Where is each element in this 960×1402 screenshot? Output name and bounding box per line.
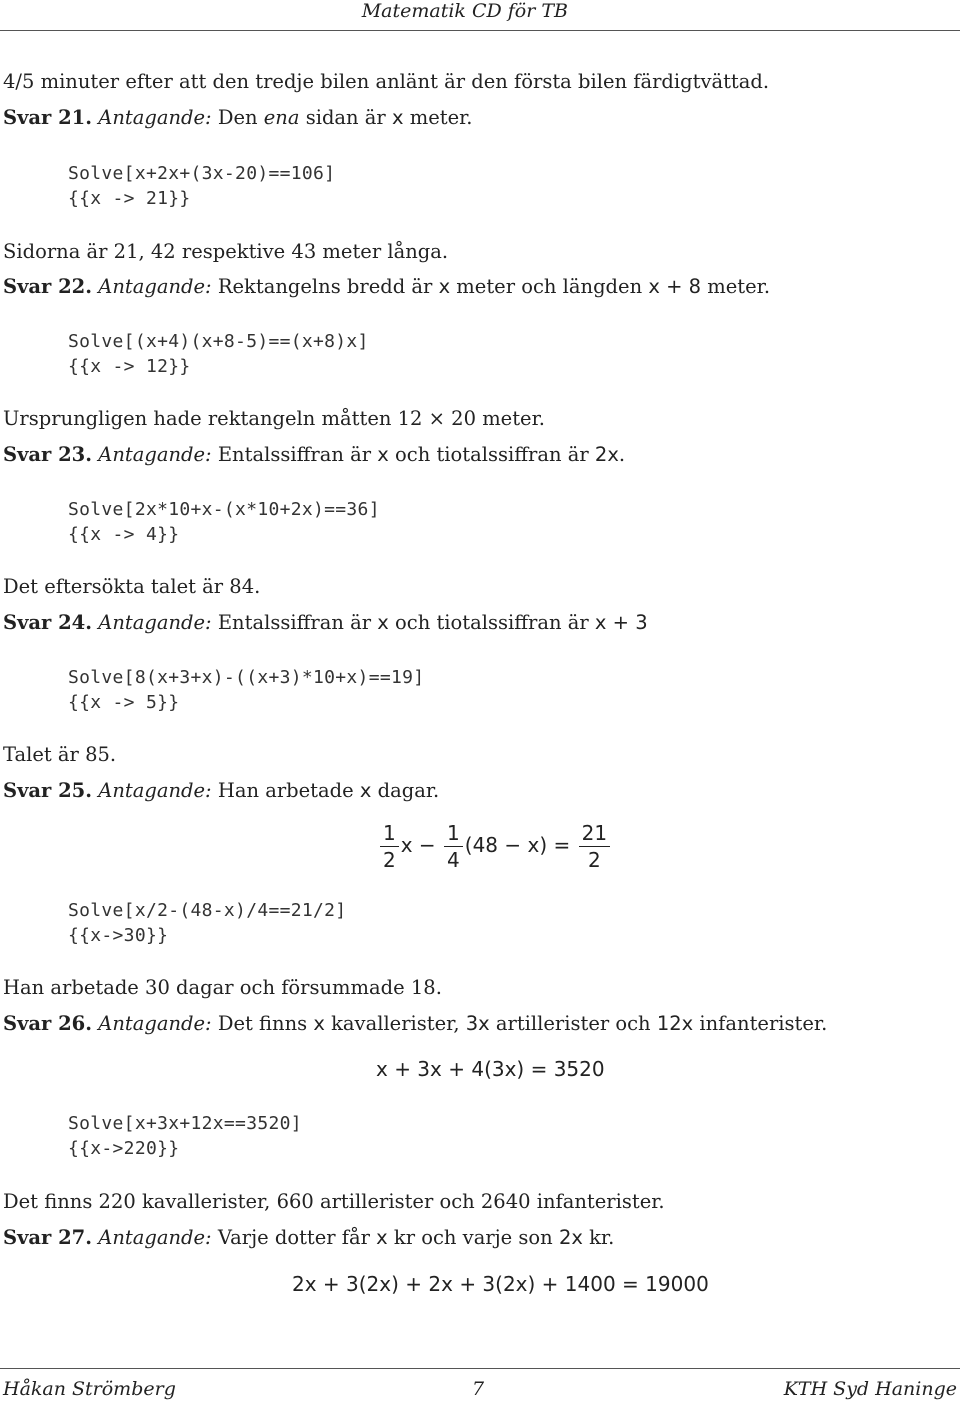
code-line: Solve[2x*10+x-(x*10+2x)==36]	[68, 499, 380, 520]
assumption-label: Antagande:	[98, 1012, 212, 1035]
text: meter.	[403, 106, 473, 129]
variable: x	[391, 106, 404, 129]
answer-22-label: Svar 22.	[3, 275, 93, 298]
variable: x	[313, 1012, 325, 1035]
term: (48 − x) =	[464, 833, 577, 857]
numerator: 1	[380, 820, 399, 847]
numerator: 1	[444, 820, 463, 847]
answer-25-result: Han arbetade 30 dagar och försummade 18.	[3, 976, 442, 999]
answer-26-result: Det finns 220 kavallerister, 660 artillerister och 2640 infanterister.	[3, 1190, 665, 1213]
answer-21-label: Svar 21.	[3, 106, 93, 129]
variable: x	[438, 275, 451, 298]
code-output: {{x -> 5}}	[68, 692, 180, 713]
code-line: Solve[x+3x+12x==3520]	[68, 1113, 302, 1134]
assumption-label: Antagande:	[98, 1226, 212, 1249]
text: Rektangelns bredd är	[211, 275, 439, 298]
text: meter.	[701, 275, 771, 298]
text: Entalssiffran är	[211, 443, 378, 466]
footer-rule	[0, 1368, 960, 1369]
expression: 2x	[558, 1226, 583, 1249]
answer-25-heading	[3, 779, 439, 802]
answer-21-heading	[3, 106, 473, 129]
text: Han arbetade	[211, 779, 360, 802]
footer-institution: KTH Syd Haninge	[783, 1378, 957, 1400]
assumption-label: Antagande:	[98, 779, 212, 802]
code-output: {{x -> 21}}	[68, 188, 191, 209]
intro-line: 4/5 minuter efter att den tredje bilen anlänt är den första bilen färdigtvättad.	[3, 70, 770, 93]
assumption-label: Antagande:	[98, 275, 212, 298]
denominator: 2	[383, 848, 396, 872]
text: och tiotalssiffran är	[388, 611, 595, 634]
text: meter och längden	[450, 275, 649, 298]
expression: x + 8	[648, 275, 702, 298]
answer-24-result: Talet är 85.	[3, 743, 117, 766]
answer-23-label: Svar 23.	[3, 443, 93, 466]
term: x −	[400, 833, 443, 857]
text: dagar.	[371, 779, 440, 802]
fraction	[380, 820, 399, 873]
answer-27-heading	[3, 1226, 614, 1249]
answer-26-label: Svar 26.	[3, 1012, 93, 1035]
footer-author: Håkan Strömberg	[3, 1378, 176, 1400]
header-rule	[0, 30, 960, 31]
text: kavallerister,	[324, 1012, 466, 1035]
equation-25	[378, 820, 612, 873]
equation-26: x + 3x + 4(3x) = 3520	[376, 1057, 605, 1081]
denominator: 2	[587, 848, 601, 872]
variable: x	[377, 443, 389, 466]
answer-24-label: Svar 24.	[3, 611, 93, 634]
answer-27-label: Svar 27.	[3, 1226, 93, 1249]
answer-22-result: Ursprungligen hade rektangeln måtten 12 × 20 meter.	[3, 407, 545, 430]
text: sidan är	[299, 106, 392, 129]
assumption-label: Antagande:	[98, 443, 212, 466]
expression: 3x	[465, 1012, 490, 1035]
answer-23-heading	[3, 443, 625, 466]
text: och tiotalssiffran är	[388, 443, 595, 466]
variable: x	[377, 611, 389, 634]
code-output: {{x->220}}	[68, 1138, 180, 1159]
expression: 2x	[594, 443, 619, 466]
fraction	[579, 820, 610, 873]
code-line: Solve[8(x+3+x)-((x+3)*10+x)==19]	[68, 667, 425, 688]
assumption-label: Antagande:	[98, 106, 212, 129]
emphasis: ena	[263, 106, 300, 129]
equation-27: 2x + 3(2x) + 2x + 3(2x) + 1400 = 19000	[292, 1272, 709, 1296]
expression: 12x	[656, 1012, 694, 1035]
code-line: Solve[x+2x+(3x-20)==106]	[68, 163, 336, 184]
page-number: 7	[472, 1378, 485, 1400]
numerator: 21	[579, 820, 610, 847]
text: infanterister.	[693, 1012, 828, 1035]
answer-21-result: Sidorna är 21, 42 respektive 43 meter långa.	[3, 240, 449, 263]
code-output: {{x->30}}	[68, 925, 169, 946]
text: Entalssiffran är	[211, 611, 378, 634]
text: Den	[211, 106, 264, 129]
variable: x	[376, 1226, 388, 1249]
variable: x	[359, 779, 372, 802]
text: .	[618, 443, 626, 466]
answer-22-heading	[3, 275, 770, 298]
code-line: Solve[x/2-(48-x)/4==21/2]	[68, 900, 347, 921]
answer-26-heading	[3, 1012, 827, 1035]
fraction	[444, 820, 463, 873]
running-header: Matematik CD för TB	[361, 0, 568, 22]
text: Varje dotter får	[211, 1226, 377, 1249]
expression: x + 3	[594, 611, 648, 634]
denominator: 4	[447, 848, 460, 872]
code-output: {{x -> 4}}	[68, 524, 180, 545]
text: artillerister och	[489, 1012, 657, 1035]
assumption-label: Antagande:	[98, 611, 212, 634]
answer-24-heading	[3, 611, 648, 634]
code-output: {{x -> 12}}	[68, 356, 191, 377]
code-line: Solve[(x+4)(x+8-5)==(x+8)x]	[68, 331, 369, 352]
answer-23-result: Det eftersökta talet är 84.	[3, 575, 261, 598]
text: kr och varje son	[387, 1226, 559, 1249]
answer-25-label: Svar 25.	[3, 779, 93, 802]
text: Det finns	[211, 1012, 314, 1035]
text: kr.	[582, 1226, 615, 1249]
